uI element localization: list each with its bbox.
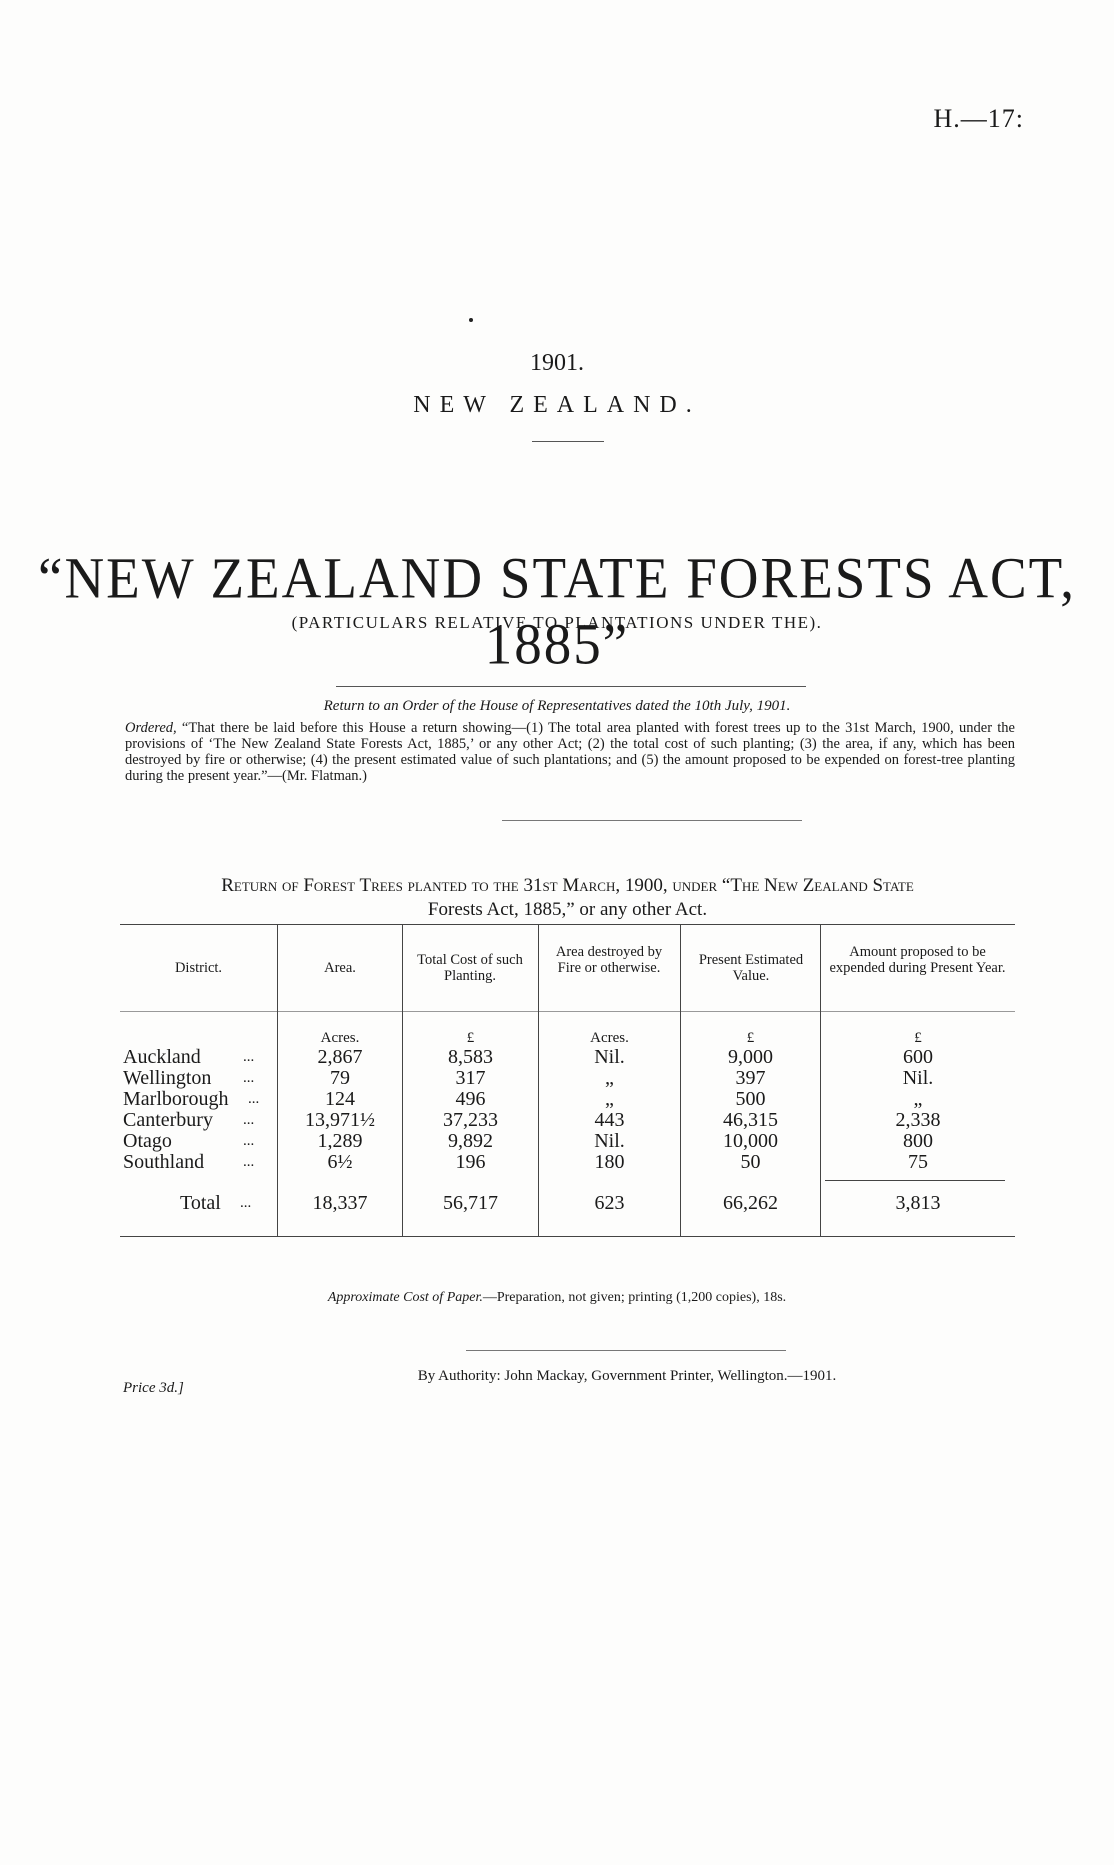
destroyed-cell: Nil. — [594, 1130, 625, 1152]
document-reference: H.—17: — [933, 104, 1024, 133]
approximate-cost-line — [0, 1290, 1114, 1306]
district-cell: Otago — [123, 1130, 172, 1152]
ordered-paragraph — [125, 720, 1015, 784]
divider-rule — [502, 820, 802, 821]
table-heading-line-2: Forests Act, 1885,” or any other Act. — [427, 899, 708, 920]
document-country: NEW ZEALAND. — [413, 392, 701, 418]
return-order-line: Return to an Order of the House of Representatives dated the 10th July, 1901. — [323, 698, 791, 714]
header-area: Area. — [324, 960, 356, 976]
unit-pound: £ — [914, 1030, 922, 1046]
proposed-cell: 75 — [908, 1151, 928, 1173]
cost-cell: 196 — [455, 1151, 486, 1173]
value-cell: 397 — [735, 1067, 766, 1089]
table-heading — [120, 874, 1015, 922]
header-area-destroyed: Area destroyed by Fire or otherwise. — [555, 944, 663, 976]
print-speck — [469, 318, 473, 322]
district-cell: Wellington — [123, 1067, 212, 1089]
document-year: 1901. — [530, 350, 584, 376]
cost-cell: 496 — [455, 1088, 486, 1110]
value-cell: 50 — [740, 1151, 761, 1173]
value-cell: 500 — [735, 1088, 766, 1110]
header-present-value: Present Estimated Value. — [698, 952, 804, 984]
area-cell: 13,971½ — [305, 1109, 375, 1131]
ordered-body: “That there be laid before this House a return showing—(1) The total area planted with forest trees up to the 31st March, 1900, under the provisions of ‘The New Zealand State Forests Act, 1885,’ or any other Act; (2) the total cost of such planting; (3) the area, if any, which has been destroyed by fire or otherwise; (4) the present estimated value of such plantations; and (5) the amount proposed to be expended on forest-tree planting during the present year.”—(Mr. Flatman.) — [125, 720, 1015, 784]
district-cell: Auckland — [123, 1046, 201, 1068]
value-cell: 9,000 — [728, 1046, 773, 1068]
area-cell: 1,289 — [317, 1130, 363, 1152]
destroyed-cell: „ — [605, 1067, 614, 1089]
total-cost: 56,717 — [443, 1192, 498, 1214]
proposed-cell: 2,338 — [895, 1109, 941, 1131]
value-cell: 10,000 — [723, 1130, 778, 1152]
table-top-rule — [120, 924, 1015, 925]
proposed-cell: Nil. — [902, 1067, 934, 1089]
printer-authority: By Authority: John Mackay, Government Printer, Wellington.—1901. — [417, 1368, 837, 1384]
table-bottom-rule — [120, 1236, 1015, 1237]
document-title: “NEW ZEALAND STATE FORESTS ACT, 1885” — [38, 545, 1076, 677]
divider-rule — [466, 1350, 786, 1351]
proposed-cell: „ — [913, 1088, 923, 1110]
district-cell: Southland — [123, 1151, 205, 1173]
price: Price 3d.] — [123, 1380, 184, 1396]
table-header-rule — [120, 1011, 1015, 1012]
area-cell: 6½ — [327, 1151, 353, 1173]
proposed-cell: 600 — [903, 1046, 933, 1068]
value-cell: 46,315 — [723, 1109, 778, 1131]
cost-cell: 8,583 — [448, 1046, 493, 1068]
header-amount-proposed: Amount proposed to be expended during Present Year. — [829, 944, 1006, 976]
destroyed-cell: Nil. — [594, 1046, 625, 1068]
cost-cell: 317 — [455, 1067, 486, 1089]
total-area: 18,337 — [312, 1192, 368, 1214]
unit-acres: Acres. — [590, 1030, 629, 1046]
total-value: 66,262 — [723, 1192, 778, 1214]
leader-dots: ... — [243, 1049, 255, 1065]
area-cell: 79 — [330, 1067, 350, 1089]
total-label: Total — [180, 1192, 221, 1214]
district-cell: Marlborough — [123, 1088, 229, 1110]
total-proposed: 3,813 — [895, 1192, 941, 1214]
proposed-cell: 800 — [903, 1130, 933, 1152]
cost-cell: 37,233 — [443, 1109, 498, 1131]
leader-dots: ... — [240, 1195, 252, 1211]
approximate-cost-lead: Approximate Cost of Paper. — [327, 1290, 483, 1305]
leader-dots: ... — [243, 1070, 255, 1086]
district-cell: Canterbury — [123, 1109, 213, 1131]
total-rule — [825, 1180, 1005, 1181]
header-total-cost: Total Cost of such Planting. — [417, 952, 523, 984]
leader-dots: ... — [243, 1133, 255, 1149]
approximate-cost-body: —Preparation, not given; printing (1,200 copies), 18s. — [482, 1290, 787, 1305]
divider-rule — [336, 686, 806, 687]
unit-pound: £ — [466, 1030, 475, 1046]
total-destroyed: 623 — [594, 1192, 625, 1214]
leader-dots: ... — [243, 1154, 255, 1170]
return-table — [120, 924, 1015, 1240]
table-heading-line-1: Return of Forest Trees planted to the 31st March, 1900, under “The New Zealand State — [221, 875, 914, 896]
destroyed-cell: „ — [605, 1088, 614, 1110]
document-subtitle: (PARTICULARS RELATIVE TO PLANTATIONS UNDER THE). — [291, 613, 823, 632]
area-cell: 124 — [325, 1088, 355, 1110]
area-cell: 2,867 — [317, 1046, 363, 1068]
divider-rule — [532, 441, 604, 442]
unit-acres: Acres. — [320, 1030, 360, 1046]
destroyed-cell: 180 — [594, 1151, 625, 1173]
header-district: District. — [174, 960, 223, 976]
ordered-lead: Ordered, — [125, 720, 177, 736]
unit-pound: £ — [746, 1030, 755, 1046]
cost-cell: 9,892 — [448, 1130, 493, 1152]
leader-dots: ... — [243, 1112, 255, 1128]
destroyed-cell: 443 — [594, 1109, 625, 1131]
leader-dots: ... — [248, 1091, 260, 1107]
